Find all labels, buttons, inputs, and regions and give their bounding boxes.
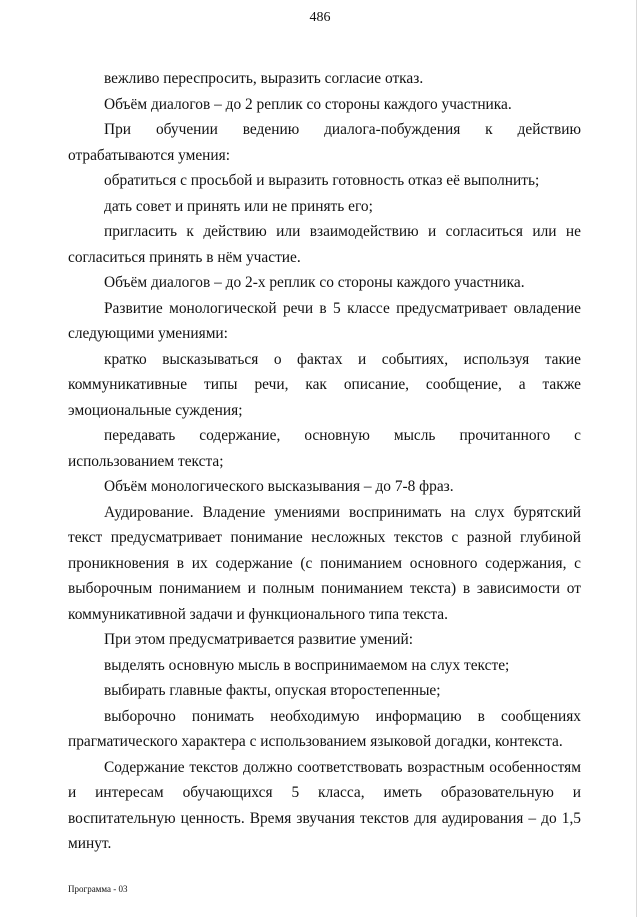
page-number: 486 [309, 10, 331, 25]
page-footer: Программа - 03 [68, 884, 128, 894]
paragraph: Объём диалогов – до 2 реплик со стороны каждого участника. [104, 95, 512, 113]
paragraph: выделять основную мысль в воспринимаемом на слух тексте; [104, 656, 510, 674]
page-body [68, 66, 581, 857]
paragraph: кратко высказываться о фактах и событиях, используя такие коммуникативные типы речи, как описание, сообщение, а также эмоциональные суждения; [68, 350, 581, 419]
paragraph: Объём монологического высказывания – до 7-8 фраз. [104, 478, 454, 495]
paragraph: При обучении ведению диалога-побуждения к действию отрабатываются умения: [68, 121, 581, 164]
paragraph: Содержание текстов должно соответствовать возрастным особенностям и интересам обучающихся 5 класса, иметь образовательную и воспитательную ценность. Время звучания текстов для аудирования – до 1,5 минут. [68, 758, 581, 852]
paragraph: дать совет и принять или не принять его; [104, 197, 373, 215]
paragraph: Объём диалогов – до 2-х реплик со стороны каждого участника. [104, 274, 525, 291]
paragraph: Развитие монологической речи в 5 классе предусматривает овладение следующими умениями: [68, 299, 581, 342]
scan-edge-divider [636, 0, 637, 917]
paragraph: выбирать главные факты, опуская второстепенные; [104, 682, 441, 699]
paragraph: пригласить к действию или взаимодействию и согласиться или не согласиться принять в нём участие. [68, 223, 581, 266]
paragraph: При этом предусматривается развитие умений: [104, 631, 414, 648]
paragraph: обратиться с просьбой и выразить готовность отказ её выполнить; [104, 172, 540, 189]
paragraph: передавать содержание, основную мысль прочитанного с использованием текста; [68, 427, 581, 470]
paragraph: вежливо переспросить, выразить согласие отказ. [104, 70, 424, 87]
paragraph: выборочно понимать необходимую информацию в сообщениях прагматического характера с использованием языковой догадки, контекста. [68, 707, 581, 750]
paragraph: Аудирование. Владение умениями воспринимать на слух бурятский текст предусматривает понимание несложных текстов с разной глубиной проникновения в их содержание (с пониманием основного содержания, с выборочным пониманием и полным пониманием текста) в зависимости от коммуникативной задачи и функционального типа текста. [68, 503, 581, 623]
